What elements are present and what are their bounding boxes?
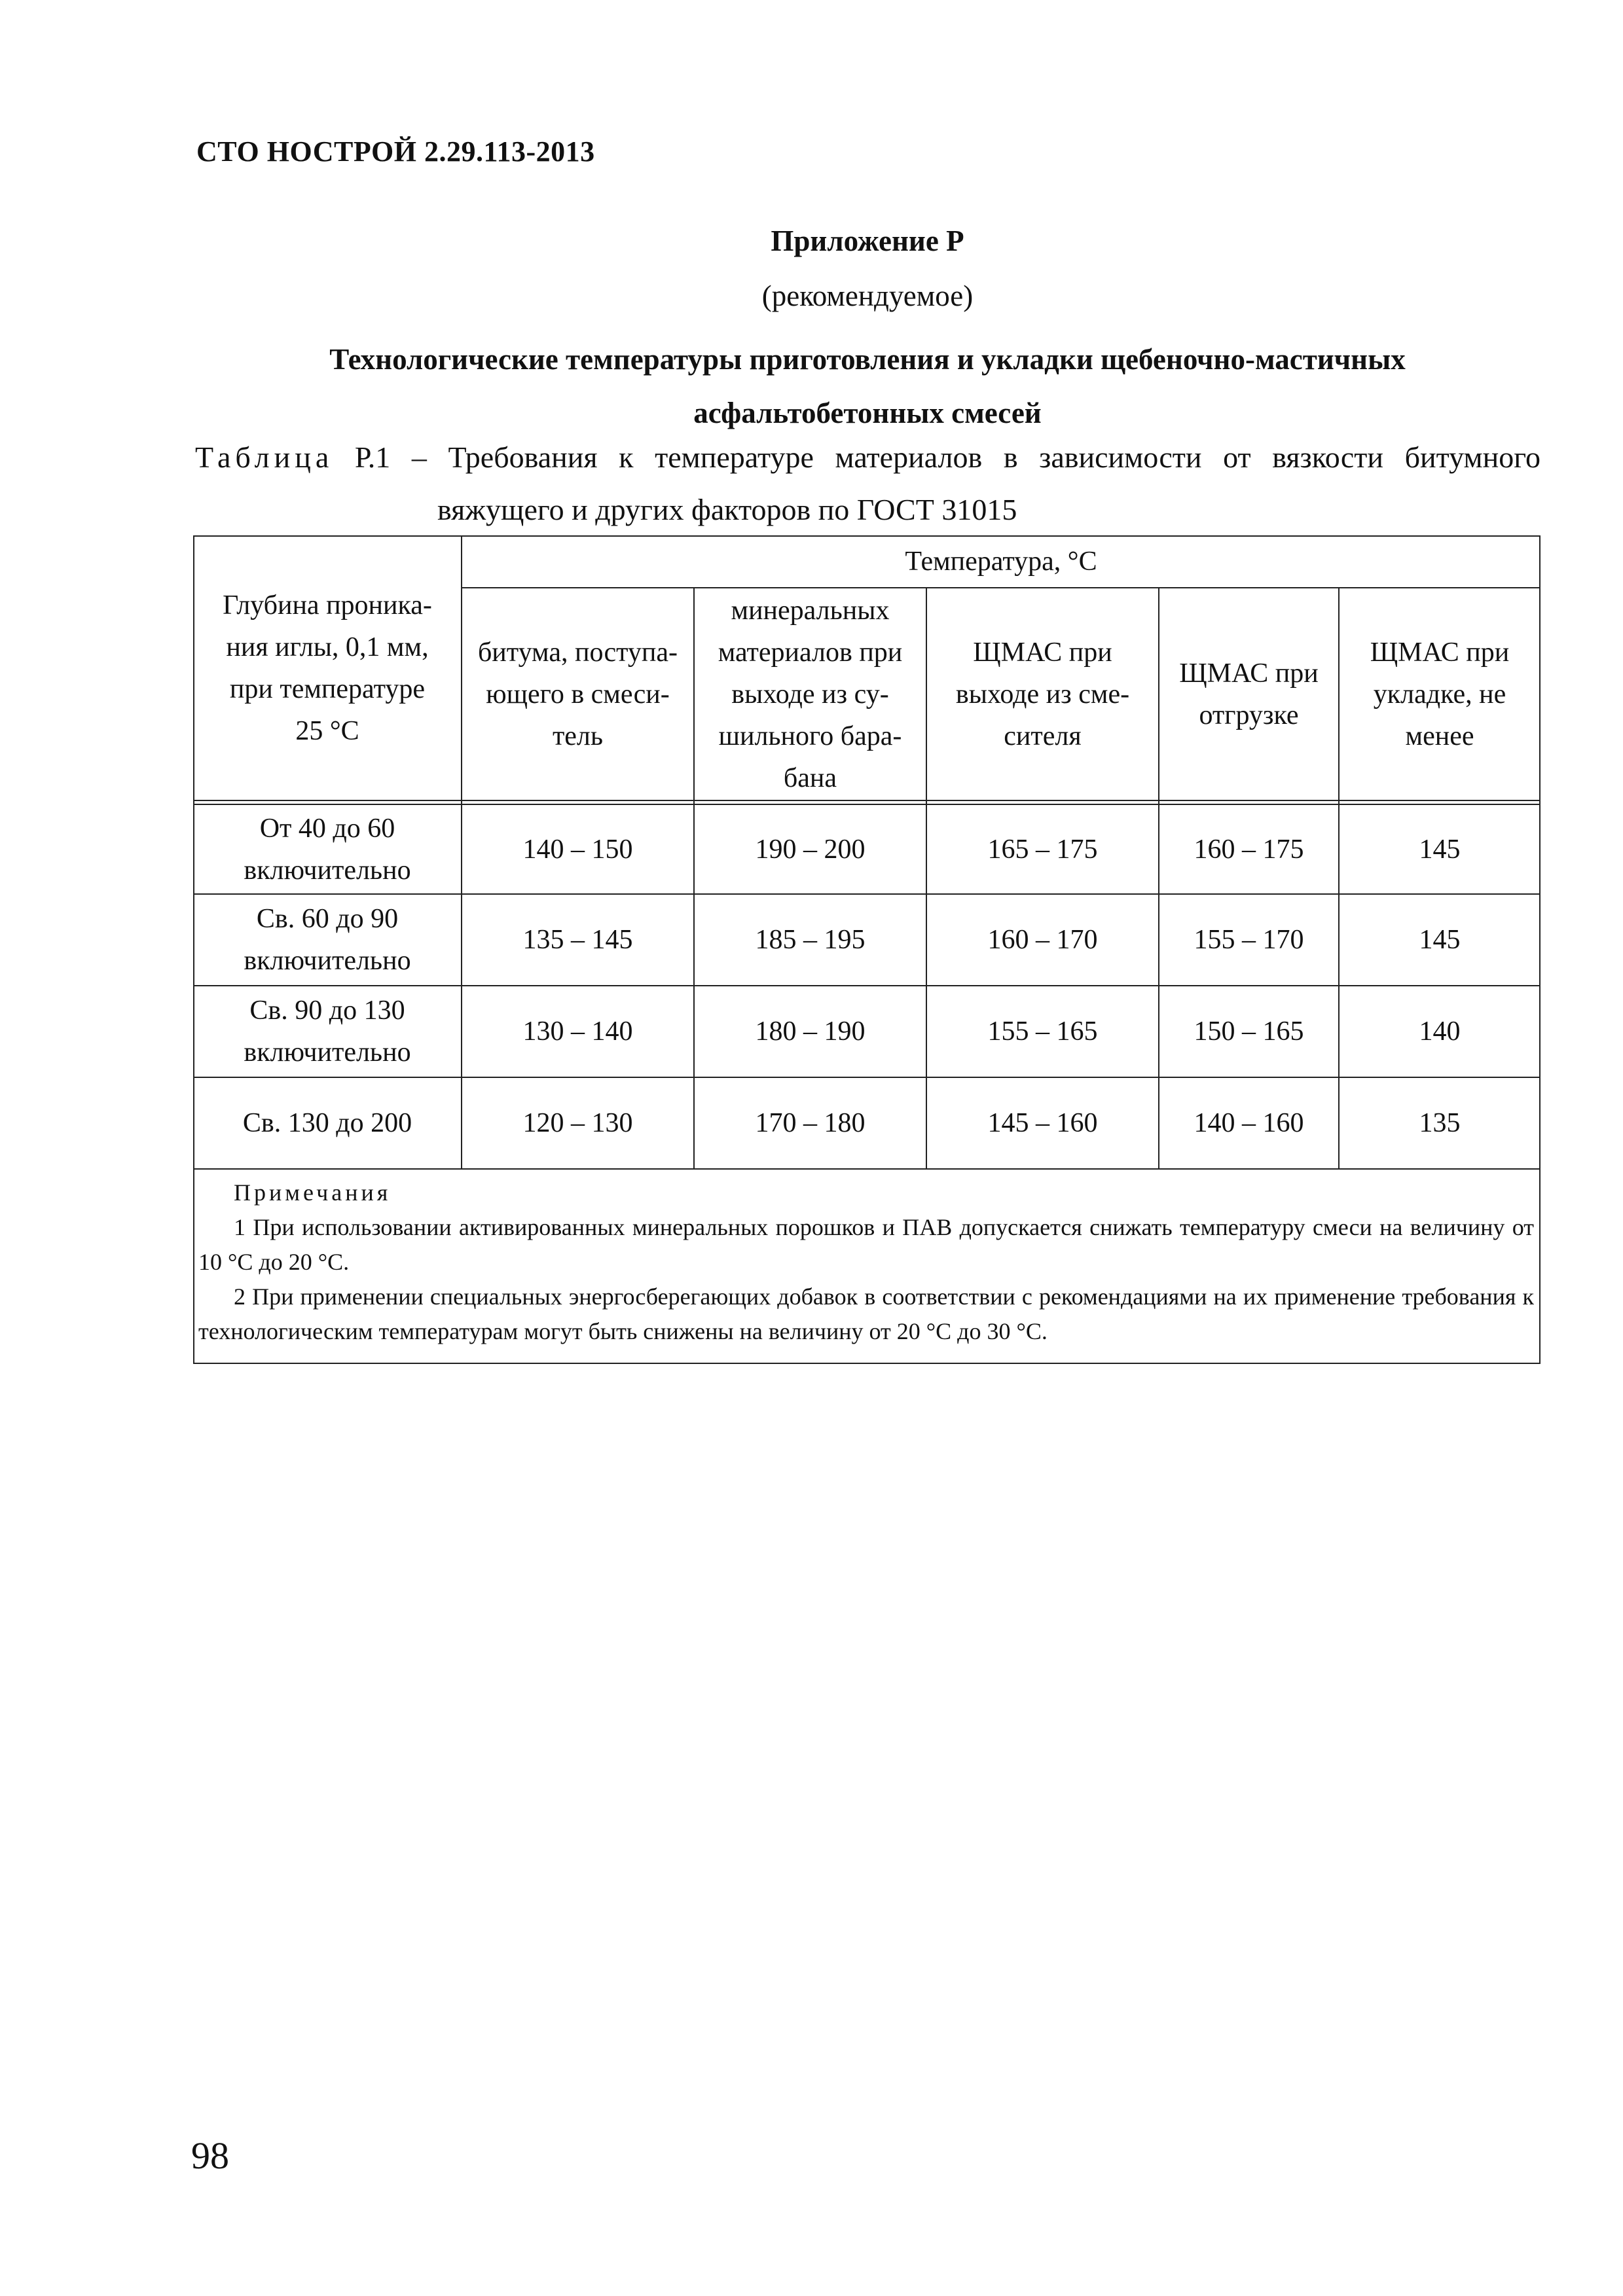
header-column-2: минеральных материалов при выходе из су- шильного бара- бана <box>718 595 903 793</box>
header-temperature-group: Температура, °С <box>905 547 1097 577</box>
table-cell-value: 160 – 175 <box>1194 834 1304 865</box>
temperature-table <box>193 535 1541 1364</box>
table-cell-value: 145 <box>1419 925 1461 955</box>
notes-title: Примечания <box>234 1179 392 1206</box>
table-cell-value: 165 – 175 <box>987 834 1098 865</box>
table-caption-label: Таблица <box>195 440 334 474</box>
header-penetration-depth: Глубина проника- ния иглы, 0,1 мм, при температуре 25 °С <box>223 590 432 746</box>
table-cell-value: 120 – 130 <box>522 1108 633 1138</box>
table-cell-value: 130 – 140 <box>522 1016 633 1047</box>
row-label: Св. 60 до 90 включительно <box>244 904 411 976</box>
table-cell-value: 145 – 160 <box>987 1108 1098 1138</box>
header-column-5: ЩМАС при укладке, не менее <box>1370 637 1510 751</box>
page-number: 98 <box>191 2134 229 2177</box>
table-caption-text: Р.1 – Требования к температуре материалов в зависимости от вязкости битумного <box>354 440 1541 474</box>
row-label: Св. 130 до 200 <box>242 1108 412 1138</box>
document-code-header: СТО НОСТРОЙ 2.29.113-2013 <box>196 135 595 168</box>
note-item: 1 При использовании активированных минеральных порошков и ПАВ допускается снижать температуру смеси на величину от 10 °С до 20 °С. <box>198 1214 1534 1275</box>
header-column-4: ЩМАС при отгрузке <box>1179 658 1319 730</box>
table-cell-value: 140 <box>1419 1016 1461 1047</box>
appendix-heading-line-2: асфальтобетонных смесей <box>693 397 1042 429</box>
table-cell-value: 155 – 165 <box>987 1016 1098 1047</box>
row-label: Св. 90 до 130 включительно <box>244 996 411 1067</box>
table-cell-value: 185 – 195 <box>755 925 866 955</box>
header-column-1: битума, поступа- ющего в смеси- тель <box>477 637 678 751</box>
table-caption <box>195 440 1541 475</box>
table-cell-value: 150 – 165 <box>1194 1016 1304 1047</box>
table-cell-value: 160 – 170 <box>987 925 1098 955</box>
table-cell-value: 140 – 160 <box>1194 1108 1304 1138</box>
table-cell-value: 145 <box>1419 834 1461 865</box>
appendix-heading-line-1: Технологические температуры приготовления и укладки щебеночно-мастичных <box>329 343 1406 376</box>
header-column-3: ЩМАС при выходе из сме- сителя <box>955 637 1130 751</box>
table-notes <box>198 1175 1534 1349</box>
appendix-status: (рекомендуемое) <box>761 279 974 312</box>
table-cell-value: 190 – 200 <box>755 834 866 865</box>
table-cell-value: 135 <box>1419 1108 1461 1138</box>
table-cell-value: 170 – 180 <box>755 1108 866 1138</box>
appendix-title: Приложение Р <box>771 224 964 257</box>
table-cell-value: 180 – 190 <box>755 1016 866 1047</box>
table-cell-value: 135 – 145 <box>522 925 633 955</box>
appendix-heading <box>196 332 1539 440</box>
table-caption-continuation: вяжущего и других факторов по ГОСТ 31015 <box>437 493 1017 526</box>
table-cell-value: 140 – 150 <box>522 834 633 865</box>
row-label: От 40 до 60 включительно <box>244 813 411 886</box>
note-item: 2 При применении специальных энергосберегающих добавок в соответствии с рекомендациями на их применение требования к технологическим температурам могут быть снижены на величину от 20 °С до 30 °С. <box>198 1283 1534 1344</box>
table-cell-value: 155 – 170 <box>1194 925 1304 955</box>
